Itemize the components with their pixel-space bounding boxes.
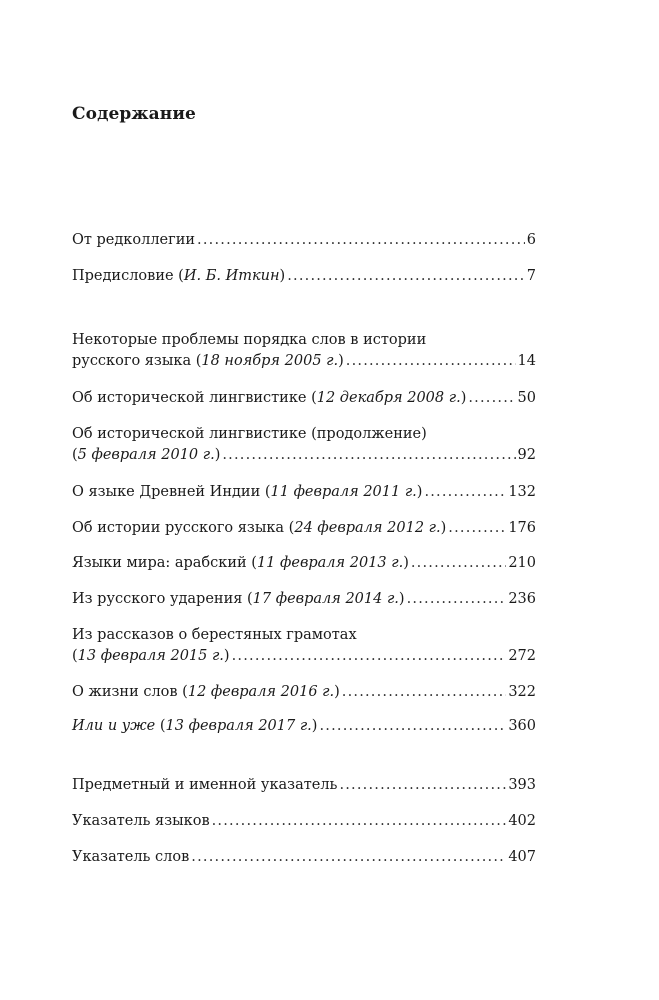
dot-leader (319, 716, 506, 737)
toc-entry-title: О языке Древней Индии (11 февраля 2011 г.) (72, 484, 423, 500)
toc-entry-title: От редколлегии (72, 232, 196, 248)
toc-page-number: 6 (526, 232, 536, 248)
dot-leader (222, 445, 515, 466)
lecture-date: 24 февраля 2012 г. (294, 520, 441, 536)
lecture-date: 12 декабря 2008 г. (316, 390, 461, 406)
toc-entry[interactable] (72, 682, 536, 703)
toc-entry-title-line: Из рассказов о берестяных грамотах (72, 627, 357, 643)
toc-page-number: 176 (508, 520, 536, 536)
lecture-date: 18 ноября 2005 г. (201, 353, 339, 369)
dot-leader (197, 230, 525, 251)
toc-page-number: 402 (508, 813, 536, 829)
toc-page-number: 407 (508, 849, 536, 865)
toc-entry[interactable] (72, 811, 536, 832)
lecture-date: 17 февраля 2014 г. (252, 591, 399, 607)
toc-entry[interactable] (72, 847, 536, 868)
lecture-date: 13 февраля 2015 г. (77, 648, 224, 664)
lecture-date: 11 февраля 2013 г. (256, 555, 404, 571)
dot-leader (346, 351, 516, 372)
toc-entry-title: Об исторической лингвистике (12 декабря 2008 г.) (72, 390, 467, 406)
toc-entry[interactable] (72, 330, 536, 372)
toc-entry-title: русского языка (18 ноября 2005 г.) (72, 353, 344, 369)
dot-leader (424, 482, 506, 503)
dot-leader (342, 682, 507, 703)
toc-entry[interactable] (72, 482, 536, 503)
toc-entry-title: (5 февраля 2010 г.) (72, 447, 221, 463)
toc-page-number: 272 (508, 648, 536, 664)
toc-entry[interactable] (72, 589, 536, 610)
lecture-date: 11 февраля 2011 г. (270, 484, 417, 500)
dot-leader (191, 847, 506, 868)
toc-entry-title: Предисловие (И. Б. Иткин) (72, 268, 286, 284)
toc-entry-title: Или и уже (13 февраля 2017 г.) (72, 718, 318, 734)
toc-entry[interactable] (72, 716, 536, 737)
toc-entry-title: Из русского ударения (17 февраля 2014 г.) (72, 591, 405, 607)
toc-entry-title: Указатель слов (72, 849, 190, 865)
lecture-date: 5 февраля 2010 г. (77, 447, 215, 463)
toc-entry-title: Об истории русского языка (24 февраля 2012 г.) (72, 520, 447, 536)
dot-leader (448, 518, 506, 539)
dot-leader (339, 775, 506, 796)
lecture-date: 12 февраля 2016 г. (187, 684, 335, 700)
toc-page-number: 132 (508, 484, 536, 500)
toc-page-number: 50 (517, 390, 536, 406)
toc-entry[interactable] (72, 230, 536, 251)
page-title: Содержание (72, 104, 196, 124)
toc-page-number: 360 (508, 718, 536, 734)
toc-entry[interactable] (72, 625, 536, 667)
dot-leader (407, 589, 507, 610)
toc-entry-title: Указатель языков (72, 813, 210, 829)
toc-page-number: 393 (508, 777, 536, 793)
toc-page-number: 92 (517, 447, 536, 463)
dot-leader (287, 266, 525, 287)
toc-entry-title: Языки мира: арабский (11 февраля 2013 г.) (72, 555, 409, 571)
toc-entry-title-line: Об исторической лингвистике (продолжение) (72, 426, 427, 442)
toc-entry[interactable] (72, 424, 536, 466)
toc-page-number: 14 (517, 353, 536, 369)
dot-leader (232, 646, 507, 667)
toc-page-number: 236 (508, 591, 536, 607)
dot-leader (411, 553, 506, 574)
toc-entry-title: О жизни слов (12 февраля 2016 г.) (72, 684, 340, 700)
author-name: И. Б. Иткин (183, 268, 280, 284)
dot-leader (468, 388, 515, 409)
toc-entry[interactable] (72, 553, 536, 574)
toc-page-number: 7 (526, 268, 536, 284)
toc-entry[interactable] (72, 388, 536, 409)
toc-page-number: 322 (508, 684, 536, 700)
toc-entry-title-line: Некоторые проблемы порядка слов в истории (72, 332, 427, 348)
toc-page-number: 210 (508, 555, 536, 571)
lecture-date: 13 февраля 2017 г. (165, 718, 312, 734)
toc-entry[interactable] (72, 518, 536, 539)
toc-entry[interactable] (72, 266, 536, 287)
toc-entry-title: Предметный и именной указатель (72, 777, 338, 793)
toc-entry[interactable] (72, 775, 536, 796)
toc-entry-title: (13 февраля 2015 г.) (72, 648, 230, 664)
dot-leader (212, 811, 507, 832)
